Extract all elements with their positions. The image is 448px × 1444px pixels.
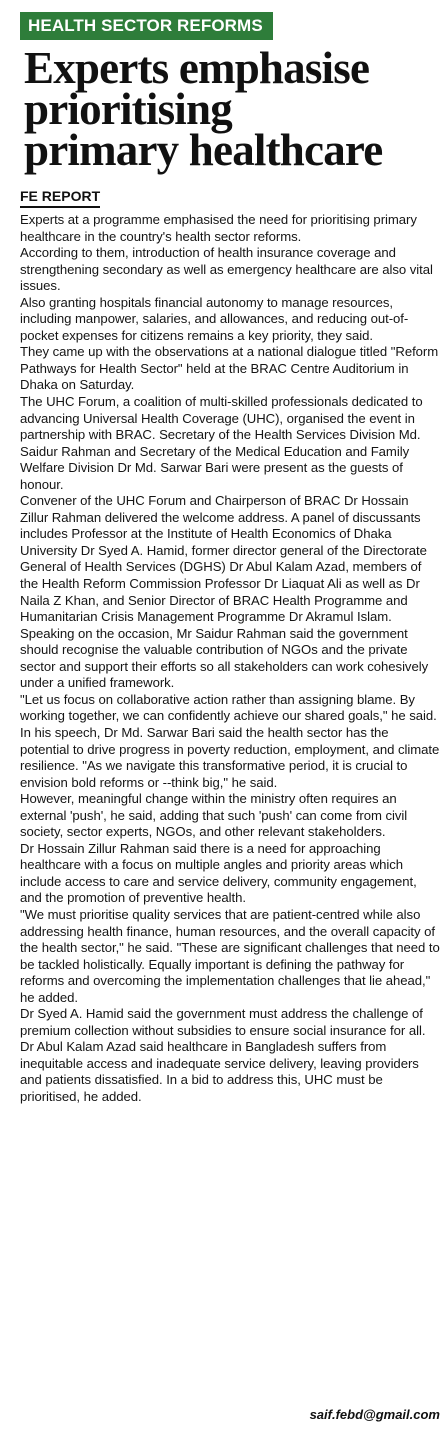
author-email: saif.febd@gmail.com bbox=[309, 1407, 440, 1422]
paragraph: Also granting hospitals financial autonomy to manage resources, including manpower, salaries, and allowances, and reducing out-of-pocket expenses for citizens remains a key priority, they said. bbox=[20, 294, 409, 343]
headline-line-2: prioritising bbox=[24, 84, 232, 134]
article bbox=[20, 12, 440, 1106]
paragraph: Speaking on the occasion, Mr Saidur Rahman said the government should recognise the valuable contribution of NGOs and the private sector and support their efforts so all stakeholders can work cohesively under a unified framework. bbox=[20, 625, 429, 691]
paragraph: Dr Hossain Zillur Rahman said there is a need for approaching healthcare with a focus on multiple angles and priority areas which include access to care and service delivery, community engagement, and the promotion of preventive health. bbox=[20, 840, 417, 906]
article-body bbox=[20, 212, 440, 1106]
paragraph: Experts at a programme emphasised the need for prioritising primary healthcare in the country's health sector reforms. bbox=[20, 212, 417, 244]
paragraph: Dr Syed A. Hamid said the government must address the challenge of premium collection without subsidies to ensure social insurance for all. bbox=[20, 1006, 426, 1038]
headline-line-3: primary healthcare bbox=[24, 125, 383, 175]
paragraph: However, meaningful change within the ministry often requires an external 'push', he said, adding that such 'push' can come from civil society, sector experts, NGOs, and other relevant stakeholders. bbox=[20, 791, 408, 840]
paragraph: "We must prioritise quality services that are patient-centred while also addressing health finance, human resources, and the overall capacity of the health sector," he said. "These are significant challenges that need to be tackled holistically. Equally important is defining the pathway for reforms and overcoming the implementation challenges that lie ahead," he added. bbox=[20, 906, 440, 1005]
paragraph: According to them, introduction of health insurance coverage and strengthening secondary as well as emergency healthcare are also vital issues. bbox=[20, 245, 433, 294]
paragraph: Dr Abul Kalam Azad said healthcare in Bangladesh suffers from inequitable access and inadequate service delivery, leaving providers and patients dissatisfied. In a bid to address this, UHC must be prioritised, he added. bbox=[20, 1039, 419, 1104]
byline: FE REPORT bbox=[20, 187, 100, 208]
paragraph: Convener of the UHC Forum and Chairperson of BRAC Dr Hossain Zillur Rahman delivered the welcome address. A panel of discussants includes Professor at the Institute of Health Economics of Dhaka University Dr Syed A. Hamid, former director general of the Directorate General of Health Services (DGHS) Dr Abul Kalam Azad, members of the Health Reform Commission Professor Dr Liaquat Ali as well as Dr Naila Z Khan, and Senior Director of BRAC Health Programme and Humanitarian Crisis Management Programme Dr Akramul Islam. bbox=[20, 493, 427, 625]
headline-line-1: Experts emphasise bbox=[24, 43, 370, 93]
paragraph: In his speech, Dr Md. Sarwar Bari said the health sector has the potential to drive progress in poverty reduction, employment, and climate resilience. "As we navigate this transformative period, it is crucial to envision bold reforms or --think big," he said. bbox=[20, 724, 440, 790]
headline bbox=[24, 43, 440, 175]
paragraph: They came up with the observations at a national dialogue titled "Reform Pathways for Health Sector" held at the BRAC Centre Auditorium in Dhaka on Saturday. bbox=[20, 344, 439, 393]
paragraph: The UHC Forum, a coalition of multi-skilled professionals dedicated to advancing Universal Health Coverage (UHC), organised the event in partnership with BRAC. Secretary of the Health Services Division Md. Saidur Rahman and Secretary of the Medical Education and Family Welfare Division Dr Md. Sarwar Bari were present as the guests of honour. bbox=[20, 394, 423, 492]
paragraph: "Let us focus on collaborative action rather than assigning blame. By working together, we can confidently achieve our shared goals," he said. bbox=[20, 691, 437, 724]
section-tag: HEALTH SECTOR REFORMS bbox=[20, 12, 273, 40]
